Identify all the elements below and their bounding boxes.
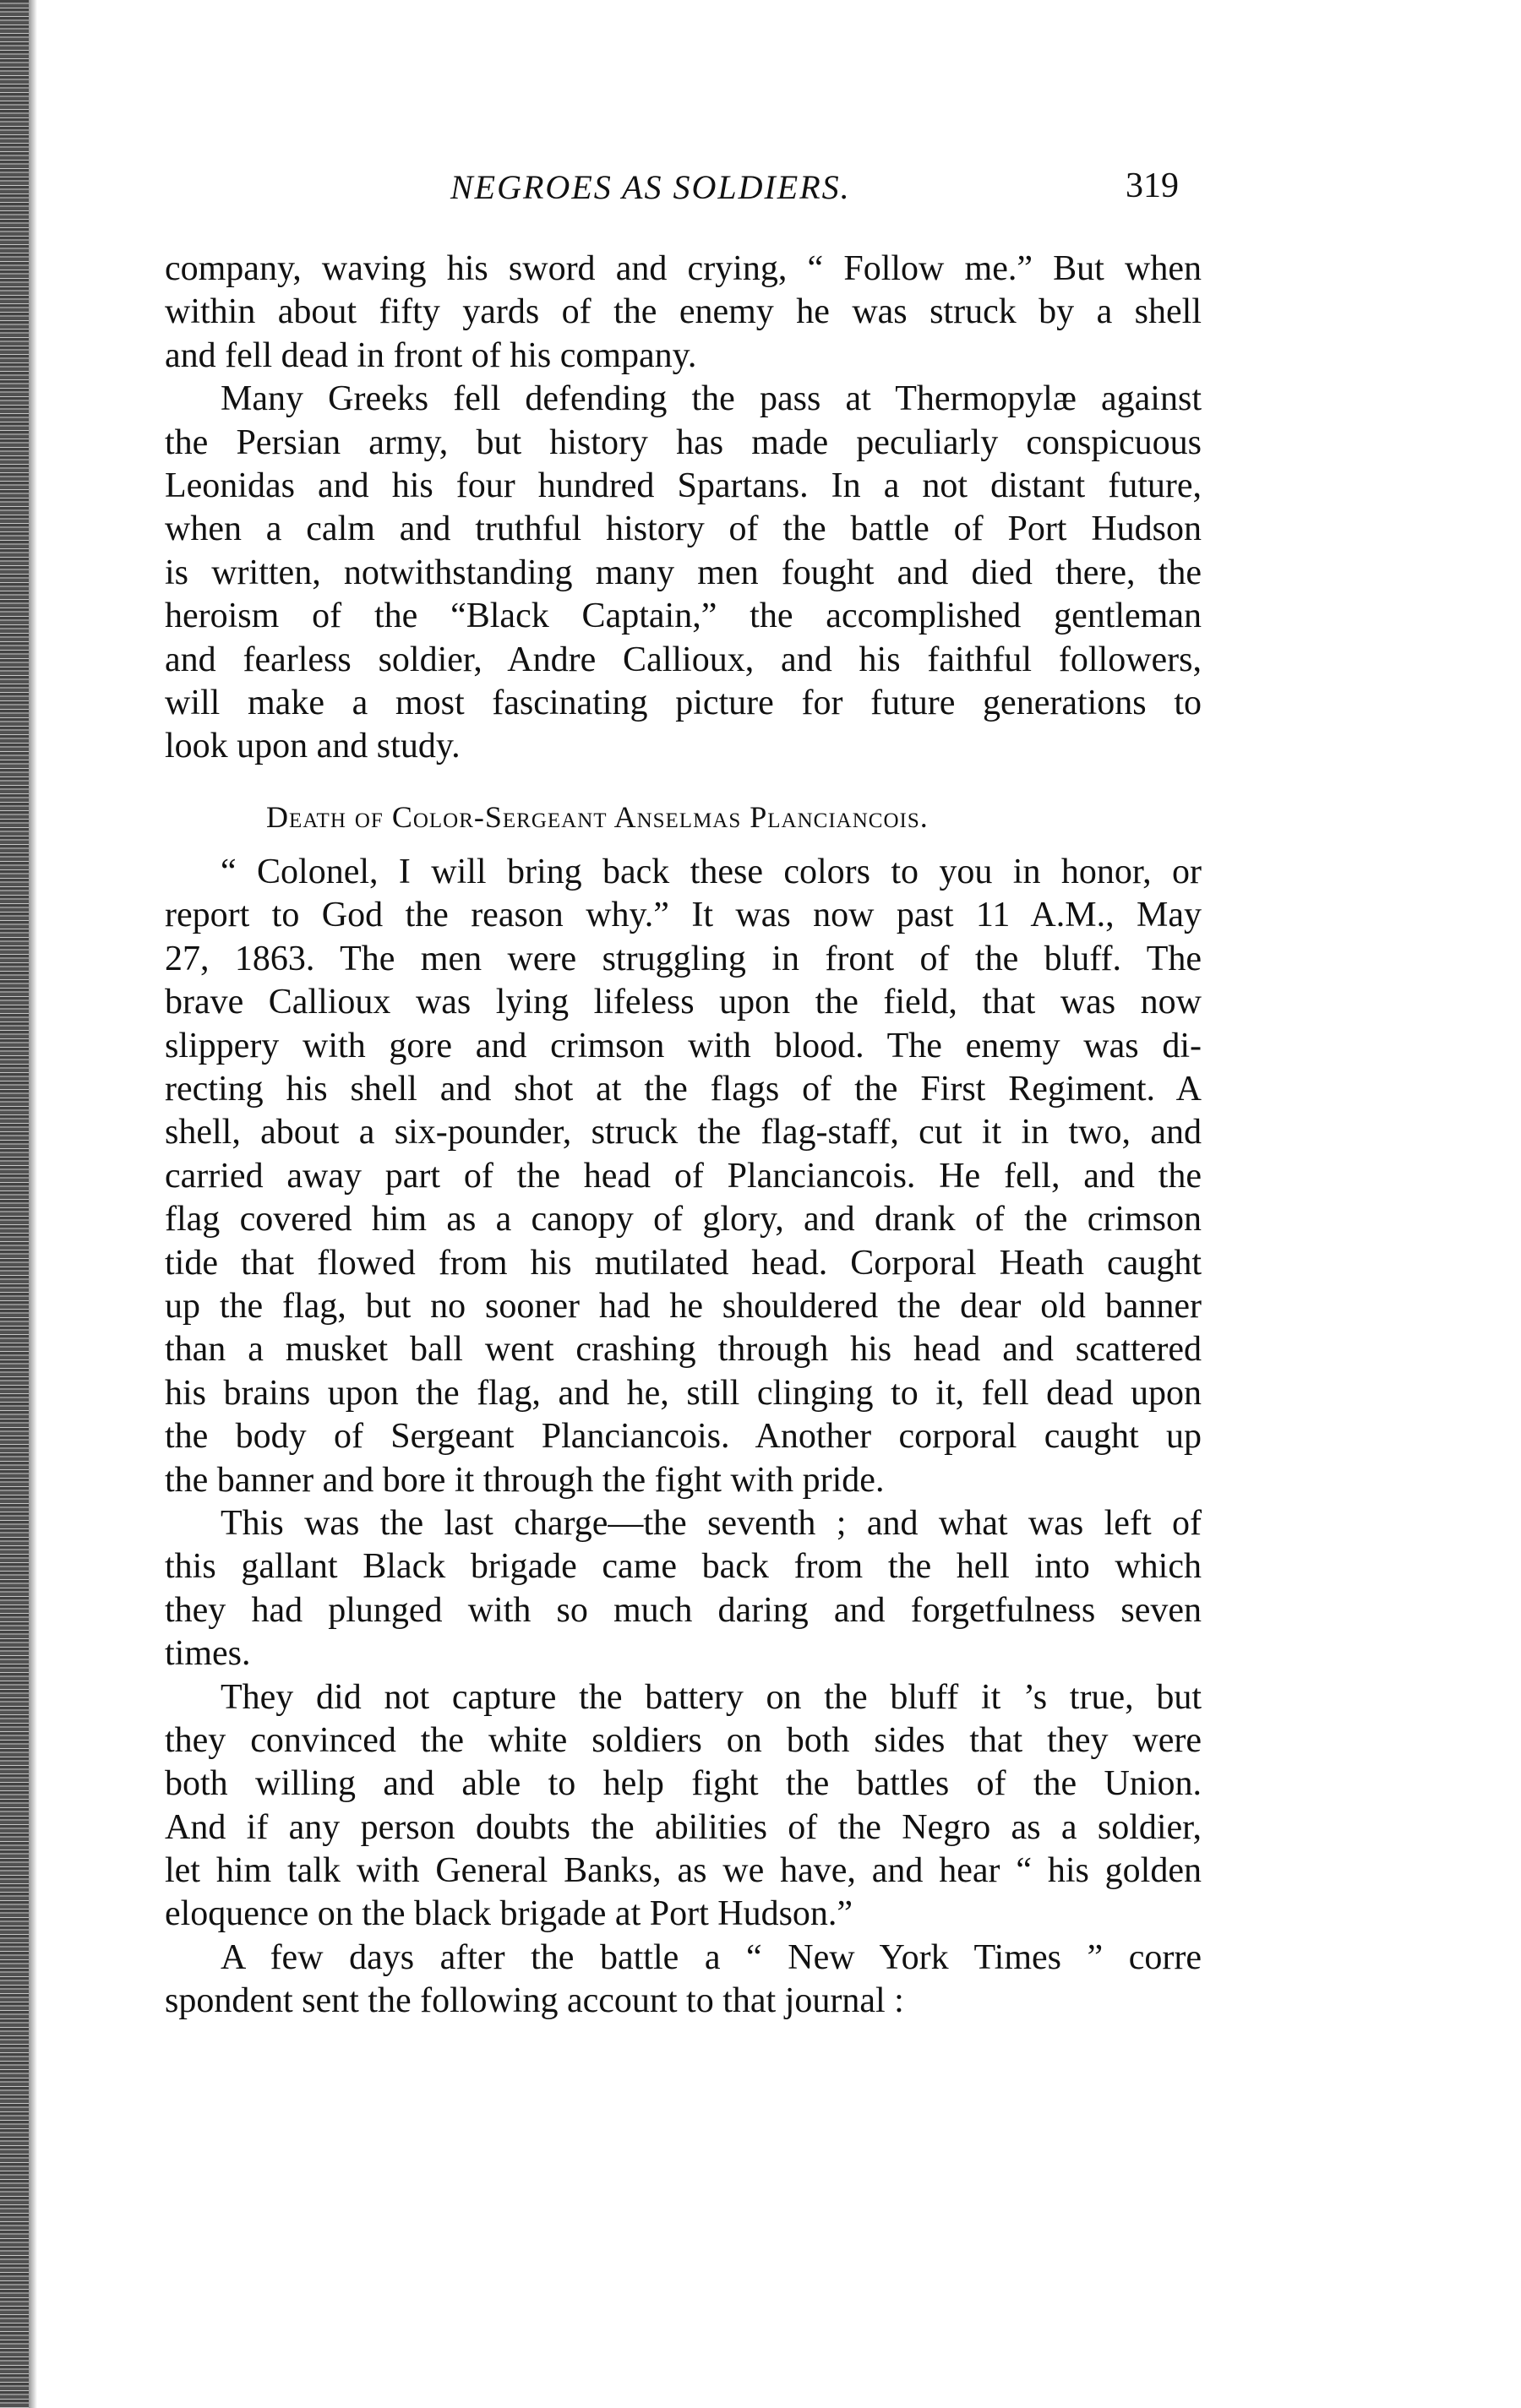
text-line: A few days after the battle a “ New York Times ” corre (221, 1937, 1202, 1977)
text-line: the banner and bore it through the fight with pride. (165, 1460, 885, 1500)
page-number: 319 (1126, 166, 1179, 205)
running-title: NEGROES AS SOLDIERS. (450, 168, 851, 206)
text-line: both willing and able to help fight the battles of the Union. (165, 1764, 1202, 1804)
text-line: they convinced the white soldiers on both sides that they were (165, 1720, 1202, 1760)
text-line: brave Callioux was lying lifeless upon the field, that was now (165, 983, 1202, 1022)
text-line: shell, about a six-pounder, struck the flag-staff, cut it in two, and (165, 1113, 1202, 1152)
text-line: within about fifty yards of the enemy he was struck by a shell (165, 292, 1202, 332)
text-line: the Persian army, but history has made peculiarly conspicuous (165, 422, 1202, 462)
text-line: when a calm and truthful history of the battle of Port Hudson (165, 509, 1202, 549)
paragraph (165, 1502, 1202, 1676)
text-line: is written, notwithstanding many men fought and died there, the (165, 553, 1202, 592)
text-line: Leonidas and his four hundred Spartans. In a not distant future, (165, 466, 1202, 505)
text-line: And if any person doubts the abilities of the Negro as a soldier, (165, 1807, 1202, 1847)
text-line: slippery with gore and crimson with blood. The enemy was di- (165, 1026, 1202, 1065)
text-line: flag covered him as a canopy of glory, and drank of the crimson (165, 1200, 1202, 1239)
paragraph (165, 1676, 1202, 1937)
text-line: eloquence on the black brigade at Port Hudson.” (165, 1894, 853, 1934)
text-line: and fearless soldier, Andre Callioux, and his faithful followers, (165, 640, 1202, 679)
text-line: the body of Sergeant Planciancois. Another corporal caught up (165, 1417, 1202, 1457)
paragraph (165, 1937, 1202, 2024)
text-line: up the flag, but no sooner had he shouldered the dear old banner (165, 1286, 1202, 1326)
text-line: spondent sent the following account to that journal : (165, 1981, 904, 2021)
scanned-binding-edge (0, 0, 29, 2408)
section-heading: Death of Color-Sergeant Anselmas Planciancois. (266, 799, 929, 834)
text-line: report to God the reason why.” It was now past 11 A.M., May (165, 896, 1202, 935)
text-line: 27, 1863. The men were struggling in front of the bluff. The (165, 939, 1202, 978)
text-line: will make a most fascinating picture for future generations to (165, 683, 1202, 722)
text-line: they had plunged with so much daring and forgetfulness seven (165, 1590, 1202, 1630)
text-line: than a musket ball went crashing through his head and scattered (165, 1330, 1202, 1370)
text-line: recting his shell and shot at the flags of the First Regiment. A (165, 1070, 1202, 1109)
text-line: “ Colonel, I will bring back these colors to you in honor, or (221, 853, 1202, 892)
text-line: carried away part of the head of Planciancois. He fell, and the (165, 1156, 1202, 1196)
body-text (165, 248, 1202, 2024)
paragraph (165, 851, 1202, 1502)
binding-shadow (29, 0, 37, 2408)
text-line: They did not capture the battery on the bluff it ’s true, but (221, 1677, 1202, 1717)
text-line: heroism of the “Black Captain,” the accomplished gentleman (165, 597, 1202, 636)
text-line: This was the last charge—the seventh ; and what was left of (221, 1503, 1202, 1543)
text-line: this gallant Black brigade came back from the hell into which (165, 1547, 1202, 1587)
text-line: company, waving his sword and crying, “ Follow me.” But when (165, 249, 1202, 288)
text-line: and fell dead in front of his company. (165, 335, 697, 375)
text-line: times. (165, 1634, 251, 1674)
text-line: tide that flowed from his mutilated head. Corporal Heath caught (165, 1243, 1202, 1283)
text-line: Many Greeks fell defending the pass at Thermopylæ against (221, 379, 1202, 419)
text-line: his brains upon the flag, and he, still clinging to it, fell dead upon (165, 1373, 1202, 1413)
text-line: look upon and study. (165, 727, 461, 766)
paragraph (165, 248, 1202, 378)
paragraph (165, 378, 1202, 769)
text-line: let him talk with General Banks, as we have, and hear “ his golden (165, 1851, 1202, 1891)
